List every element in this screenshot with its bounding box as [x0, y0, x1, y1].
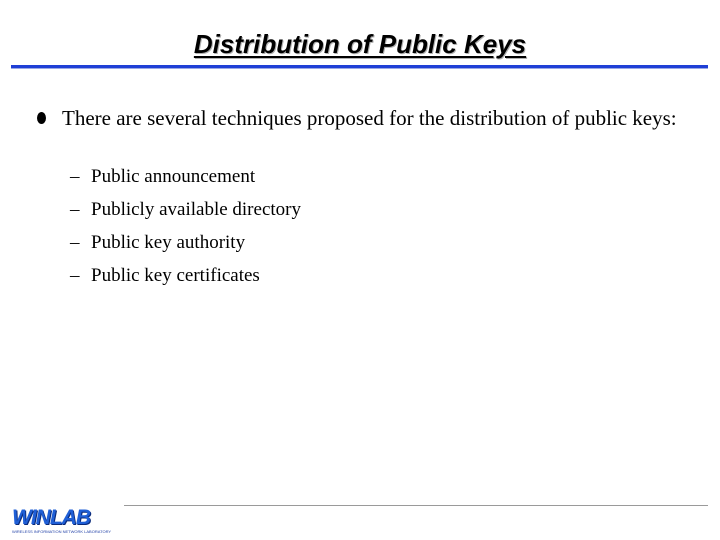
bullet-dot-icon — [37, 112, 46, 124]
sub-item-label: Public key certificates — [91, 265, 260, 286]
footer-divider — [124, 505, 708, 506]
dash-icon: – — [70, 199, 80, 220]
sub-item — [70, 198, 301, 222]
winlab-logo — [10, 507, 122, 537]
sub-item-label: Publicly available directory — [91, 199, 301, 220]
sub-item-label: Public announcement — [91, 166, 256, 187]
dash-icon: – — [70, 265, 80, 286]
title-divider — [11, 65, 708, 68]
slide-title: Distribution of Public Keys — [193, 29, 527, 59]
logo-wordmark: WINLAB — [12, 506, 90, 529]
sub-item — [70, 165, 255, 189]
dash-icon: – — [70, 166, 80, 187]
logo-tagline: WIRELESS INFORMATION NETWORK LABORATORY — [12, 529, 112, 534]
main-bullet-text: There are several techniques proposed for the distribution of public keys: — [62, 106, 677, 130]
dash-icon: – — [70, 232, 80, 253]
sub-item — [70, 264, 260, 288]
sub-item — [70, 231, 245, 255]
sub-item-label: Public key authority — [91, 232, 246, 253]
